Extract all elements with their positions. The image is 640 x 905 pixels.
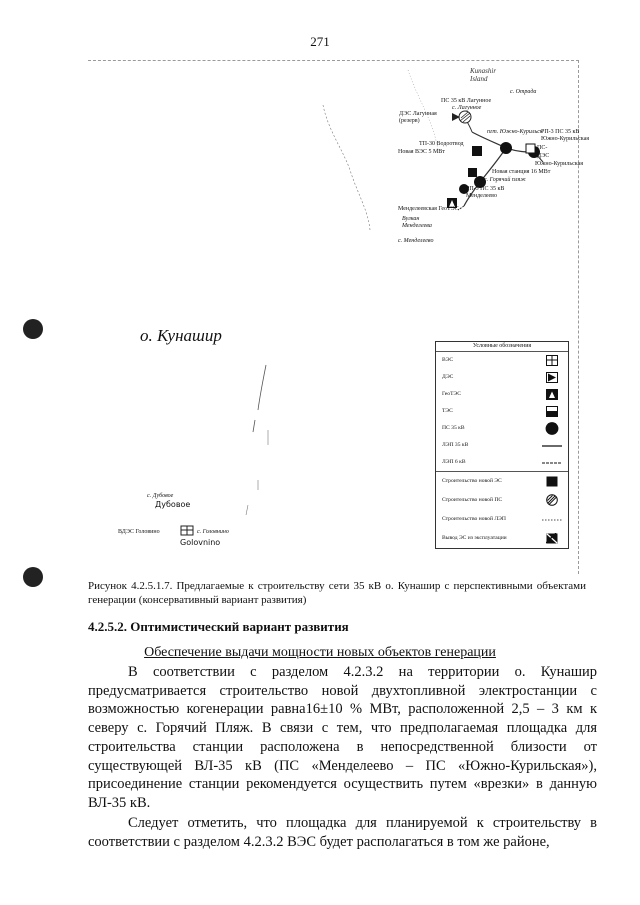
diesel-station-icon xyxy=(546,372,558,383)
island-title: о. Кунашир xyxy=(140,326,222,345)
decommission-icon xyxy=(546,533,558,544)
map-label: с. Отрада xyxy=(510,89,537,95)
map-label: Менделеевская ГеоТЭС xyxy=(398,206,459,212)
map-label: с. Дубовое xyxy=(147,493,174,499)
diesel-station-icon xyxy=(452,113,460,121)
body-paragraph: В соответствии с разделом 4.2.3.2 на территории о. Кунашир предусматривается строительство новой двухтопливной электростанции с возможностью когенерации равна16±10 % МВт, расположенной 2,5 – 3 км к северу с. Горячий Пляж. В связи с тем, что предполагаемая площадка для строительства станции расположена в непосредственной близости от существующей ВЛ-35 кВ (ПС «Менделеево – ПС «Южно-Курильская»), присоединение станции рекомендуется осуществить путем «врезки» в данную ВЛ-35 кВ. xyxy=(88,664,597,811)
substation-icon xyxy=(545,422,559,435)
legend-item xyxy=(436,437,568,454)
thermal-station-icon xyxy=(546,406,558,417)
legend-item xyxy=(436,420,568,437)
map-label: с. Головнино xyxy=(197,529,229,535)
substation-icon xyxy=(500,142,512,154)
legend-item xyxy=(436,454,568,471)
legend-item-label: Строительство новой ЭС xyxy=(442,478,502,484)
map-label: Южно-Курильская xyxy=(535,161,583,167)
map-label: с. Лагунное xyxy=(452,105,482,111)
map-label: Новая ВЭС 5 МВт xyxy=(398,149,445,155)
legend-item xyxy=(436,386,568,403)
map-label: Дубовое xyxy=(155,500,191,509)
legend-item-label: Вывод ЭС из эксплуатации xyxy=(442,535,507,541)
legend-item xyxy=(436,510,568,529)
subheading: Обеспечение выдачи мощности новых объектов генерации xyxy=(144,645,496,660)
coastline xyxy=(408,70,438,150)
coastline xyxy=(246,505,248,515)
new-line-icon xyxy=(542,514,562,525)
legend-item xyxy=(436,472,568,491)
map-label: ДЭС Лагунная (резерв) xyxy=(399,111,437,124)
map-label: ПС 35 кВ Лагунное xyxy=(441,98,492,104)
map-label: РП-3 ПС 35 кВ Южно-Курильская xyxy=(541,129,589,142)
wind-station-icon xyxy=(546,355,558,366)
new-station-icon xyxy=(468,168,477,177)
legend-item xyxy=(436,491,568,510)
legend-item xyxy=(436,369,568,386)
map-label: РП-5 ПС 35 кВ Менделеево xyxy=(466,186,505,199)
line-6kv-icon xyxy=(542,457,562,468)
map-label: с. Горячий пляж xyxy=(484,177,526,183)
legend-item xyxy=(436,403,568,420)
coastline xyxy=(258,365,266,410)
legend-item xyxy=(436,529,568,548)
legend-item-label: ЛЭП 6 кВ xyxy=(442,459,466,465)
line-35kv-icon xyxy=(542,440,562,451)
page-number: 271 xyxy=(310,34,330,49)
coastline xyxy=(253,420,255,432)
map-label: ТП-30 Водоотвод xyxy=(419,141,464,147)
map-label: Вулкан Менделеева xyxy=(402,216,432,229)
legend-item-label: ПС 35 кВ xyxy=(442,425,465,431)
map-label: Новая станция 16 МВт xyxy=(492,169,551,175)
legend-item xyxy=(436,352,568,369)
legend-item-label: ЛЭП 35 кВ xyxy=(442,442,469,448)
island-name-label: Kunashir Island xyxy=(470,67,497,83)
figure-caption: Рисунок 4.2.5.1.7. Предлагаемые к строительству сети 35 кВ о. Кунашир с перспективными объектами генерации (консервативный вариант развития) xyxy=(88,580,586,606)
legend-item-label: ТЭС xyxy=(442,408,453,414)
map-label: с. Менделеево xyxy=(398,238,434,244)
map-legend xyxy=(435,341,569,549)
map-label: пгт. Южно-Курильск xyxy=(487,129,543,135)
legend-item-label: ГеоТЭС xyxy=(442,391,461,397)
new-station-icon xyxy=(472,146,482,156)
new-substation-icon xyxy=(546,494,558,506)
geothermal-station-icon xyxy=(546,389,558,400)
legend-title: Условные обозначения xyxy=(436,342,568,352)
binder-hole xyxy=(23,567,43,587)
new-station-icon xyxy=(526,144,535,153)
binder-hole xyxy=(23,319,43,339)
map-label: ВДЭС Головино xyxy=(118,529,160,535)
wind-station-icon xyxy=(180,525,194,536)
map-label: ПС- xyxy=(537,145,548,151)
legend-item-label: ВЭС xyxy=(442,357,454,363)
legend-item-label: Строительство новой ПС xyxy=(442,497,503,503)
power-line-6kv xyxy=(458,206,464,210)
map-label: Golovnino xyxy=(180,538,221,547)
legend-item-label: ДЭС xyxy=(442,374,454,380)
map-label: ДЭС xyxy=(537,153,550,159)
body-paragraph: Следует отметить, что площадка для планируемой к строительству в соответствии с разделом 4.2.3.2 ВЭС будет располагаться в том же районе, xyxy=(88,815,597,850)
coastline xyxy=(323,105,370,230)
section-heading: 4.2.5.2. Оптимистический вариант развития xyxy=(88,619,349,634)
new-station-icon xyxy=(546,476,558,487)
legend-item-label: Строительство новой ЛЭП xyxy=(442,516,506,522)
